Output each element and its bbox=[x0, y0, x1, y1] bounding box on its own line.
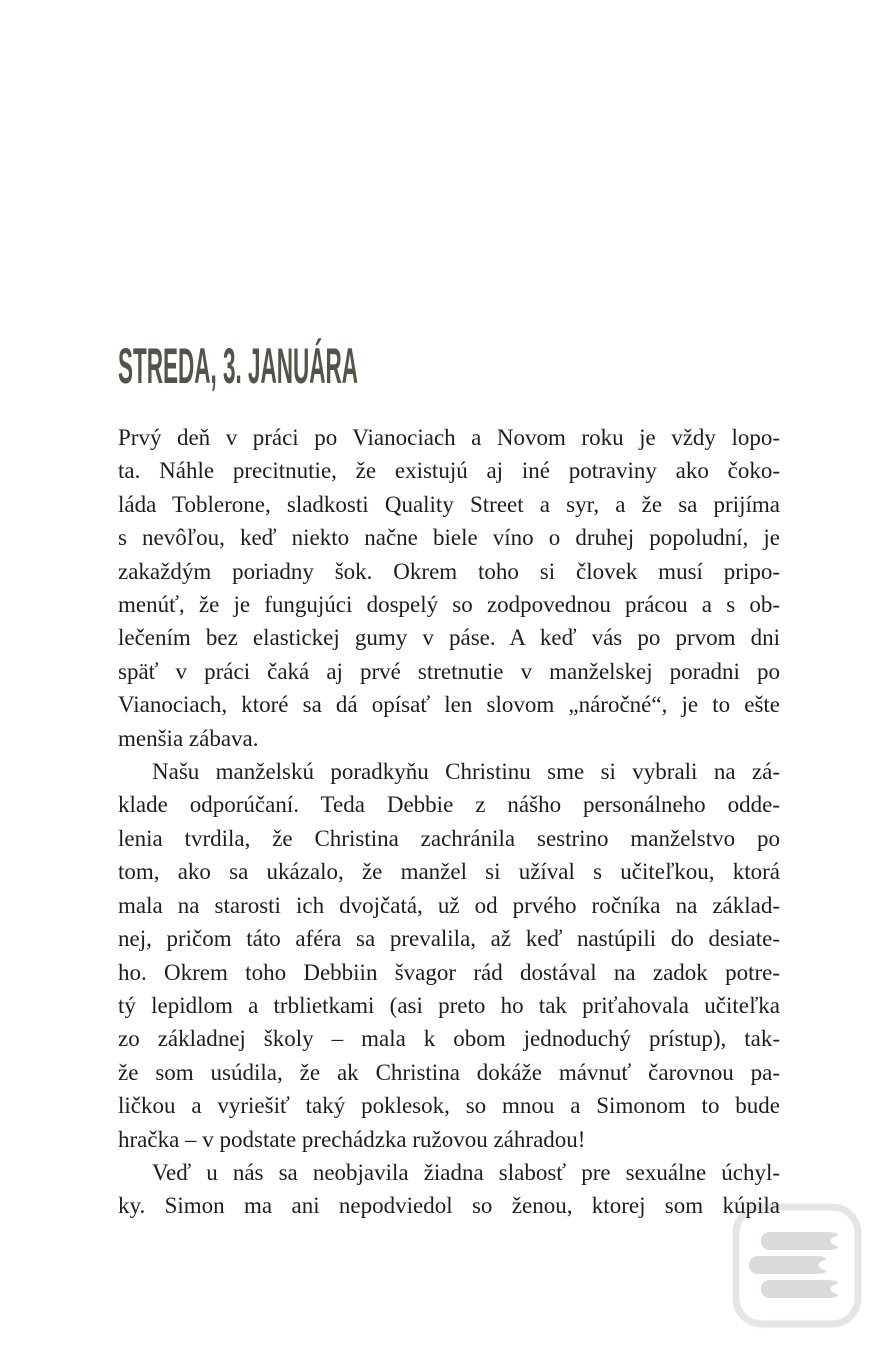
text-line: Prvý deň v práci po Vianociach a Novom roku je vždy lopo- bbox=[118, 425, 780, 450]
text-line: ličkou a vyriešiť taký poklesok, so mnou a Simonom to bude bbox=[118, 1093, 780, 1119]
text-line: mala na starosti ich dvojčatá, už od prvého ročníka na základ- bbox=[118, 892, 780, 918]
text-line: zo základnej školy – mala k obom jednoduchý prístup), tak- bbox=[118, 1026, 780, 1052]
paragraph bbox=[118, 1156, 780, 1223]
text-line: ta. Náhle precitnutie, že existujú aj iné potraviny ako čoko- bbox=[118, 458, 780, 484]
text-line: ky. Simon ma ani nepodviedol so ženou, ktorej som kúpila bbox=[118, 1193, 780, 1219]
text-line: Našu manželskú poradkyňu Christinu sme si vybrali na zá- bbox=[152, 759, 780, 785]
text-line: zakaždým poriadny šok. Okrem toho si človek musí pripo- bbox=[118, 558, 780, 584]
text-line: ho. Okrem toho Debbiin švagor rád dostával na zadok potre- bbox=[118, 959, 780, 985]
book-shape-top bbox=[761, 1232, 838, 1250]
body-text bbox=[118, 421, 780, 1223]
text-line: klade odporúčaní. Teda Debbie z nášho personálneho odde- bbox=[118, 792, 780, 818]
book-shape-bottom bbox=[761, 1280, 838, 1298]
text-line: nej, pričom táto aféra sa prevalila, až keď nastúpili do desiate- bbox=[118, 926, 780, 952]
book-shape-middle bbox=[749, 1256, 826, 1274]
text-line: späť v práci čaká aj prvé stretnutie v manželskej poradni po bbox=[118, 658, 780, 684]
text-line: lečením bez elastickej gumy v páse. A keď vás po prvom dni bbox=[118, 625, 780, 651]
text-line: Vianociach, ktoré sa dá opísať len slovom „náročné“, je to ešte bbox=[118, 692, 780, 718]
text-line: Veď u nás sa neobjavila žiadna slabosť pre sexuálne úchyl- bbox=[152, 1159, 780, 1185]
text-line: menšia zábava. bbox=[118, 725, 259, 751]
paragraph bbox=[118, 421, 780, 755]
text-line: menúť, že je fungujúci dospelý so zodpovednou prácou a s ob- bbox=[118, 592, 780, 618]
text-line: láda Toblerone, sladkosti Quality Street a syr, a že sa prijíma bbox=[118, 491, 780, 517]
chapter-heading: STREDA, 3. JANUÁRA bbox=[118, 338, 359, 394]
text-line: hračka – v podstate prechádzka ružovou záhradou! bbox=[118, 1126, 586, 1152]
text-line: s nevôľou, keď niekto načne biele víno o druhej popoludní, je bbox=[118, 525, 780, 551]
text-line: tý lepidlom a trblietkami (asi preto ho tak priťahovala učiteľka bbox=[118, 992, 780, 1018]
text-line: že som usúdila, že ak Christina dokáže mávnuť čarovnou pa- bbox=[118, 1059, 780, 1085]
text-line: lenia tvrdila, že Christina zachránila sestrino manželstvo po bbox=[118, 825, 780, 851]
text-line: tom, ako sa ukázalo, že manžel si užíval s učiteľkou, ktorá bbox=[118, 859, 780, 885]
paragraph bbox=[118, 755, 780, 1156]
